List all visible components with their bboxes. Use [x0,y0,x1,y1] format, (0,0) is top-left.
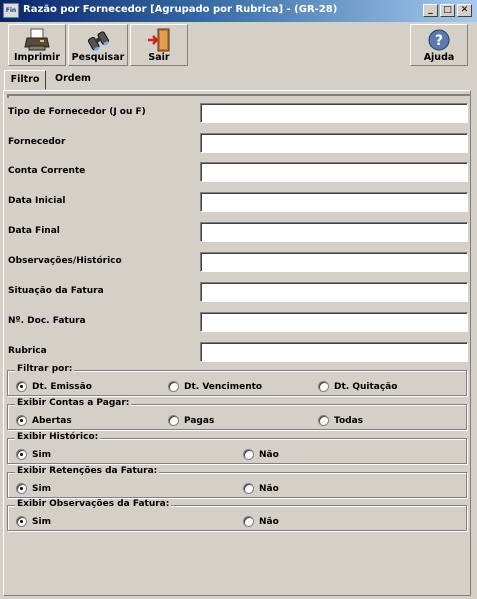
payables-title: Exibir Contas a Pagar: [17,398,130,408]
printer-icon [24,27,50,53]
tab-filtro[interactable]: Filtro [4,70,46,90]
rubric-input[interactable] [200,342,468,362]
supplier-label: Fornecedor [8,137,66,147]
binoculars-icon [85,27,111,53]
radio-invoice-notes-sim[interactable]: Sim [16,516,51,527]
invoice-notes-group [7,499,467,531]
exit-door-icon [146,27,172,53]
close-button[interactable]: ✕ [457,4,472,17]
tab-ordem[interactable]: Ordem [55,73,91,84]
filter-by-group [7,364,467,396]
radio-dt-vencimento[interactable]: Dt. Vencimento [168,381,262,392]
account-label: Conta Corrente [8,166,86,176]
history-title: Exibir Histórico: [17,432,99,442]
help-button[interactable] [410,24,468,66]
start-date-label: Data Inicial [8,196,66,206]
radio-unselected-icon [168,415,179,426]
invoice-status-input[interactable] [200,282,468,302]
end-date-input[interactable] [200,222,468,242]
radio-history-sim[interactable]: Sim [16,449,51,460]
radio-retentions-sim[interactable]: Sim [16,483,51,494]
supplier-type-label: Tipo de Fornecedor (J ou F) [8,107,146,117]
radio-history-nao[interactable]: Não [243,449,279,460]
invoice-doc-input[interactable] [200,312,468,332]
search-label: Pesquisar [71,52,125,63]
radio-unselected-icon [243,516,254,527]
filter-by-title: Filtrar por: [17,364,73,374]
exit-button[interactable] [130,24,188,66]
radio-selected-icon [16,415,27,426]
end-date-label: Data Final [8,226,60,236]
radio-unselected-icon [243,483,254,494]
account-input[interactable] [200,162,468,182]
payables-group [7,398,467,430]
minimize-button[interactable]: _ [423,4,438,17]
help-icon [426,27,452,53]
radio-selected-icon [16,449,27,460]
print-label: Imprimir [13,52,60,63]
svg-text:?: ? [434,33,444,49]
print-button[interactable] [8,24,66,66]
panel-divider [7,94,471,98]
radio-unselected-icon [318,381,329,392]
window-title: Razão por Fornecedor [Agrupado por Rubrica] - (GR-28) [23,4,338,15]
retentions-title: Exibir Retenções da Fatura: [17,466,158,476]
title-bar[interactable] [0,0,477,22]
invoice-doc-label: Nº. Doc. Fatura [8,316,86,326]
rubric-label: Rubrica [8,346,47,356]
history-group [7,432,467,464]
radio-invoice-notes-nao[interactable]: Não [243,516,279,527]
start-date-input[interactable] [200,192,468,212]
radio-selected-icon [16,381,27,392]
radio-todas[interactable]: Todas [318,415,363,426]
notes-input[interactable] [200,252,468,272]
supplier-type-input[interactable] [200,103,468,123]
search-button[interactable] [68,24,128,66]
notes-label: Observações/Histórico [8,256,122,266]
invoice-notes-title: Exibir Observações da Fatura: [17,499,170,509]
invoice-status-label: Situação da Fatura [8,286,104,296]
radio-abertas[interactable]: Abertas [16,415,72,426]
radio-dt-quitacao[interactable]: Dt. Quitação [318,381,397,392]
radio-dt-emissao[interactable]: Dt. Emissão [16,381,92,392]
radio-unselected-icon [318,415,329,426]
maximize-button[interactable]: □ [440,4,455,17]
supplier-input[interactable] [200,133,468,153]
help-label: Ajuda [423,52,455,63]
radio-unselected-icon [168,381,179,392]
app-icon: Fin [3,3,19,18]
radio-pagas[interactable]: Pagas [168,415,214,426]
radio-selected-icon [16,516,27,527]
exit-label: Sair [148,52,170,63]
retentions-group [7,466,467,498]
radio-unselected-icon [243,449,254,460]
radio-retentions-nao[interactable]: Não [243,483,279,494]
radio-selected-icon [16,483,27,494]
